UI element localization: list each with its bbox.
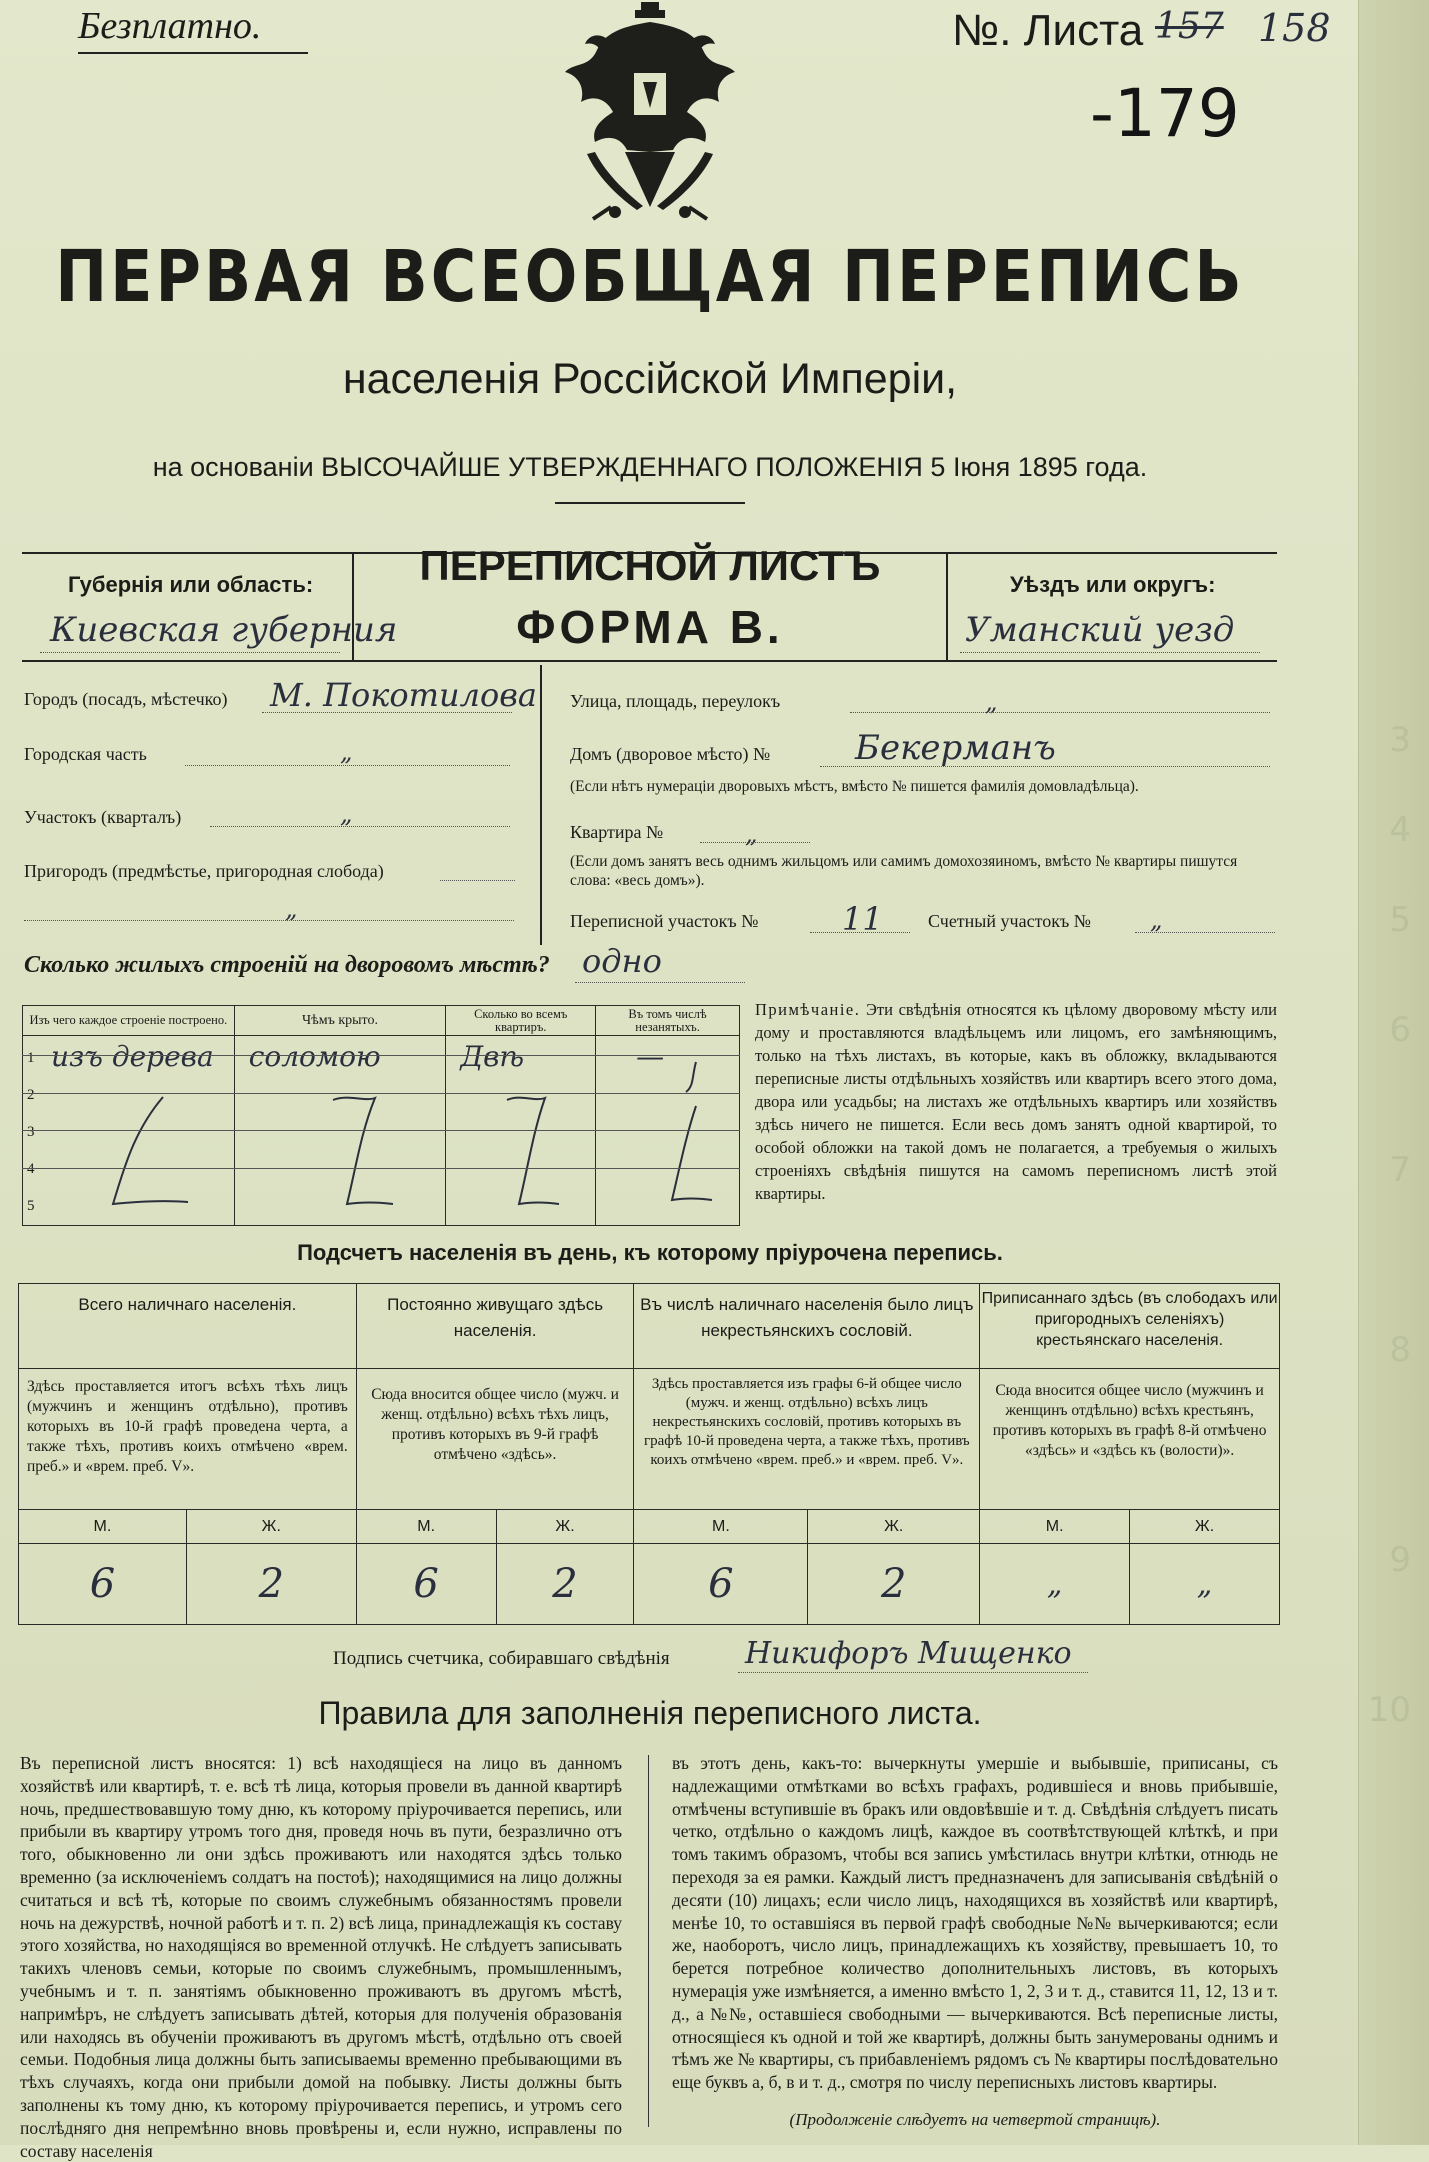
margin-number: 10 — [1367, 1690, 1411, 1730]
ditto-mark-icon — [93, 1092, 193, 1212]
census-title: ПЕРВАЯ ВСЕОБЩАЯ ПЕРЕПИСЬ — [55, 234, 1245, 319]
margin-number: 4 — [1389, 810, 1411, 850]
buildings-header-roof: Чѣмъ крыто. — [234, 1006, 446, 1036]
province-value: Киевская губерния — [50, 610, 398, 650]
male-label: М. — [19, 1509, 187, 1543]
buildings-question: Сколько жилыхъ строеній на дворовомъ мѣстѣ? — [24, 952, 550, 978]
peasant-female-count: „ — [1130, 1544, 1280, 1625]
sheet-number-value: 158 — [1258, 6, 1331, 50]
house-label: Домъ (дворовое мѣсто) № — [570, 744, 771, 764]
bleed-through-right — [800, 60, 1360, 210]
rules-continued-note: (Продолженіе слѣдуетъ на четвертой страницѣ). — [789, 2110, 1161, 2129]
building-vacant-value: — — [636, 1040, 665, 1073]
permanent-female-count: 2 — [496, 1544, 634, 1625]
row-number: 2 — [27, 1087, 35, 1103]
population-desc-total: Здѣсь проставляется итогъ всѣхъ тѣхъ лицъ (мужчинъ и женщинъ отдѣльно), противъ которыхъ въ 10-й графѣ проведена черта, а также тѣхъ, противъ коихъ отмѣчено «врем. преб.» и «врем. преб. V». — [19, 1368, 357, 1509]
buildings-answer: одно — [582, 942, 662, 980]
street-value: „ — [985, 688, 998, 716]
margin-number: 6 — [1389, 1010, 1411, 1050]
male-label: М. — [356, 1509, 496, 1543]
bleed-through-left — [300, 60, 560, 210]
city-label: Городъ (посадъ, мѣстечко) — [24, 689, 228, 709]
female-label: Ж. — [1130, 1509, 1280, 1543]
building-roof-value: соломою — [248, 1040, 381, 1073]
peasant-male-count: „ — [980, 1544, 1130, 1625]
total-male-count: 6 — [19, 1544, 187, 1625]
population-head-permanent: Постоянно живущаго здѣсь населенія. — [356, 1284, 634, 1369]
census-subtitle: населенія Россійской Имперіи, — [342, 355, 958, 403]
male-label: М. — [980, 1509, 1130, 1543]
ditto-mark-icon — [636, 1056, 726, 1206]
form-title: ПЕРЕПИСНОЙ ЛИСТЪ — [419, 542, 881, 589]
apartment-label: Квартира № — [570, 822, 664, 842]
buildings-note-title: Примѣчаніе. — [755, 1000, 861, 1019]
buildings-note-text: Эти свѣдѣнія относятся къ цѣлому дворовому мѣсту или дому и проставляются владѣльцемъ или лицомъ, его замѣняющимъ, только на тѣхъ листахъ, въ которые, какъ въ обложку, вкладываются переписные листы отдѣльныхъ хозяйствъ или квартиръ всего этого дома, двора или усадьбы; на листахъ же отдѣльныхъ квартиръ или хозяйствъ здѣсь ничего не пишется. Если весь домъ занятъ одной квартирой, то особой обложки на такой домъ не полагается, а требуемыя о жилыхъ строеніяхъ свѣдѣнія пишутся на самомъ переписномъ листѣ этой квартиры. — [755, 1000, 1277, 1203]
buildings-header-apartments: Сколько во всемъ квартиръ. — [446, 1006, 596, 1036]
total-female-count: 2 — [186, 1544, 356, 1625]
buildings-table — [22, 1005, 740, 1226]
population-desc-peasant: Сюда вносится общее число (мужчинъ и женщинъ отдѣльно) всѣхъ крестьянъ, противъ которыхъ въ графѣ 8-й отмѣчено «здѣсь» и «здѣсь къ (волости)». — [980, 1368, 1280, 1509]
non-peasant-male-count: 6 — [634, 1544, 808, 1625]
row-number: 4 — [27, 1161, 35, 1177]
apartment-value: „ — [745, 820, 758, 848]
permanent-male-count: 6 — [356, 1544, 496, 1625]
population-head-non-peasant: Въ числѣ наличнаго населенія было лицъ некрестьянскихъ сословій. — [634, 1284, 980, 1369]
ditto-mark-icon — [305, 1092, 405, 1212]
row-number: 3 — [27, 1124, 35, 1140]
population-head-total: Всего наличнаго населенія. — [19, 1284, 357, 1369]
female-label: Ж. — [496, 1509, 634, 1543]
city-part-label: Городская часть — [24, 744, 147, 764]
district-value: Уманский уезд — [965, 610, 1235, 650]
underlying-sheet-edge — [1358, 0, 1429, 2145]
counter-signature: Никифоръ Мищенко — [745, 1636, 1072, 1671]
non-peasant-female-count: 2 — [808, 1544, 980, 1625]
building-material-value: изъ дерева — [51, 1040, 214, 1073]
section-value: „ — [340, 800, 353, 828]
house-note: (Если нѣтъ нумераціи дворовыхъ мѣстъ, вмѣсто № пишется фамилія домовладѣльца). — [570, 778, 1139, 795]
female-label: Ж. — [186, 1509, 356, 1543]
signature-label: Подпись счетчика, собиравшаго свѣдѣнія — [333, 1648, 670, 1669]
rules-right-column: въ этотъ день, какъ-то: вычеркнуты умершіе и выбывшіе, приписаны, съ надлежащими отмѣтками во всѣхъ графахъ, родившіеся и вновь прибывшіе, отмѣчены вступившіе въ бракъ или овдовѣвшіе и т. д. Свѣдѣнія слѣдуетъ писать четко, отдѣльно о каждомъ лицѣ, каждое въ соотвѣтствующей клѣткѣ, и при томъ такимъ образомъ, чтобы вся запись умѣстилась внутри клѣтки, отнюдь не переходя за ея рамки. Каждый листъ предназначенъ для записыванія свѣдѣній о десяти (10) лицахъ; если число лицъ, находящихся въ хозяйствѣ или квартирѣ, менѣе 10, то оставшіяся въ первой графѣ свободные №№ вычеркиваются; если же, наоборотъ, число лицъ, принадлежащихъ къ хозяйству, превышаетъ 10, то берется потребное количество дополнительныхъ листовъ, въ которыхъ нумерація уже измѣняется, а именно вмѣсто 1, 2, 3 и т. д., ставится 11, 12, 13 и т. д., а №№, оставшіеся свободными — вычеркиваются. Всѣ переписные листы, относящіеся къ одной и той же квартирѣ, должны быть занумерованы однимъ и тѣмъ же № квартиры, съ прибавленіемъ рядомъ съ № квартиры послѣдовательно еще буквъ а, б, в и т. д., смотря по числу переписныхъ листовъ квартиры. — [672, 1753, 1278, 2093]
margin-number: 8 — [1389, 1330, 1411, 1370]
margin-number: 5 — [1389, 900, 1411, 940]
population-desc-non-peasant: Здѣсь проставляется изъ графы 6-й общее число (мужч. и женщ. отдѣльно) всѣхъ лицъ некрестьянскихъ сословій, противъ которыхъ въ графѣ 10-й проведена черта, а также тѣхъ, противъ коихъ отмѣчено «врем. преб.» и «врем. преб. V». — [634, 1368, 980, 1509]
street-label: Улица, площадь, переулокъ — [570, 691, 781, 711]
row-number: 5 — [27, 1198, 35, 1214]
population-table — [18, 1283, 1280, 1625]
district-label: Уѣздъ или округъ: — [1010, 572, 1216, 597]
suburb-value: „ — [285, 895, 298, 923]
form-type: ФОРМА В. — [516, 601, 784, 653]
row-number: 1 — [27, 1050, 35, 1066]
buildings-header-vacant: Въ томъ числѣ незанятыхъ. — [596, 1006, 740, 1036]
population-head-peasant: Приписаннаго здѣсь (въ слободахъ или пригородныхъ селеніяхъ) крестьянскаго населенія. — [980, 1284, 1280, 1369]
apartment-note: (Если домъ занятъ весь однимъ жильцомъ или самимъ домохозяиномъ, вмѣсто № квартиры пишутся слова: «весь домъ»). — [570, 853, 1238, 889]
margin-number: 3 — [1389, 720, 1411, 760]
census-area-label: Переписной участокъ № — [570, 911, 759, 931]
margin-number: 7 — [1389, 1150, 1411, 1190]
city-part-value: „ — [340, 738, 353, 766]
sheet-number-crossed: 157 — [1155, 6, 1224, 47]
house-value: Бекерманъ — [855, 728, 1056, 768]
buildings-note — [755, 998, 1277, 1205]
population-desc-permanent: Сюда вносится общее число (мужч. и женщ. отдѣльно) всѣхъ тѣхъ лицъ, противъ которыхъ въ 9-й графѣ отмѣчено «здѣсь». — [356, 1368, 634, 1509]
suburb-label: Пригородъ (предмѣстье, пригородная слобода) — [24, 861, 384, 881]
rules-title: Правила для заполненія переписного листа. — [318, 1695, 982, 1731]
ditto-mark-icon — [481, 1092, 571, 1212]
double-headed-eagle-emblem — [555, 2, 745, 224]
census-basis: на основаніи ВЫСОЧАЙШЕ УТВЕРЖДЕННАГО ПОЛОЖЕНІЯ 5 Іюня 1895 года. — [152, 452, 1148, 482]
male-label: М. — [634, 1509, 808, 1543]
building-apartments-value: Двѣ — [460, 1040, 525, 1073]
count-area-value: „ — [1150, 906, 1163, 934]
section-label: Участокъ (кварталъ) — [24, 807, 182, 827]
margin-number: 9 — [1389, 1540, 1411, 1580]
female-label: Ж. — [808, 1509, 980, 1543]
city-value: М. Покотилова — [270, 676, 537, 714]
archive-page-number: -179 — [1090, 75, 1240, 152]
count-area-label: Счетный участокъ № — [928, 911, 1091, 931]
province-label: Губернія или область: — [68, 572, 314, 597]
buildings-header-material: Изъ чего каждое строеніе построено. — [23, 1006, 235, 1036]
census-area-value: 11 — [842, 900, 883, 938]
rules-left-column: Въ переписной листъ вносятся: 1) всѣ находящіеся на лицо въ данномъ хозяйствѣ или квартирѣ, т. е. всѣ тѣ лица, которыя провели въ данной квартирѣ ночь, предшествовавшую тому дню, къ которому пріурочивается перепись, или прибыли въ квартиру утромъ того дня, проведя ночь въ пути, безразлично отъ того, обыкновенно ли они здѣсь проживаютъ или находятся здѣсь только временно (за исключеніемъ солдатъ на постоѣ); находящимися на лицо должны считаться и всѣ тѣ, которые по своимъ служебнымъ обязанностямъ провели ночь на дежурствѣ, ночной работѣ и т. п. 2) всѣ лица, принадлежащія къ составу этого хозяйства, но находящіяся во временной отлучкѣ. Не слѣдуетъ записывать такихъ членовъ семьи, которые по своимъ служебнымъ, промышленнымъ, учебнымъ и т. п. занятіямъ обыкновенно проживаютъ въ другомъ мѣстѣ, напримѣръ, не слѣдуетъ записывать дѣтей, которыя для полученія образованія или находясь въ обученіи проживаютъ въ другомъ мѣстѣ, отдѣльно отъ своей семьи. Подобныя лица должны быть записываемы временно пребывающими въ тѣхъ случаяхъ, когда они прибыли домой на побывку. Листы должны быть заполнены къ тому дню, къ которому пріурочивается перепись, и утромъ сего послѣдняго дня непремѣнно вновь провѣрены и, если нужно, исправлены по составу населенія — [20, 1753, 622, 2161]
free-label: Безплатно. — [78, 5, 262, 47]
population-title: Подсчетъ населенія въ день, къ которому пріурочена перепись. — [297, 1240, 1003, 1265]
sheet-number-label: №. Листа — [952, 6, 1144, 55]
